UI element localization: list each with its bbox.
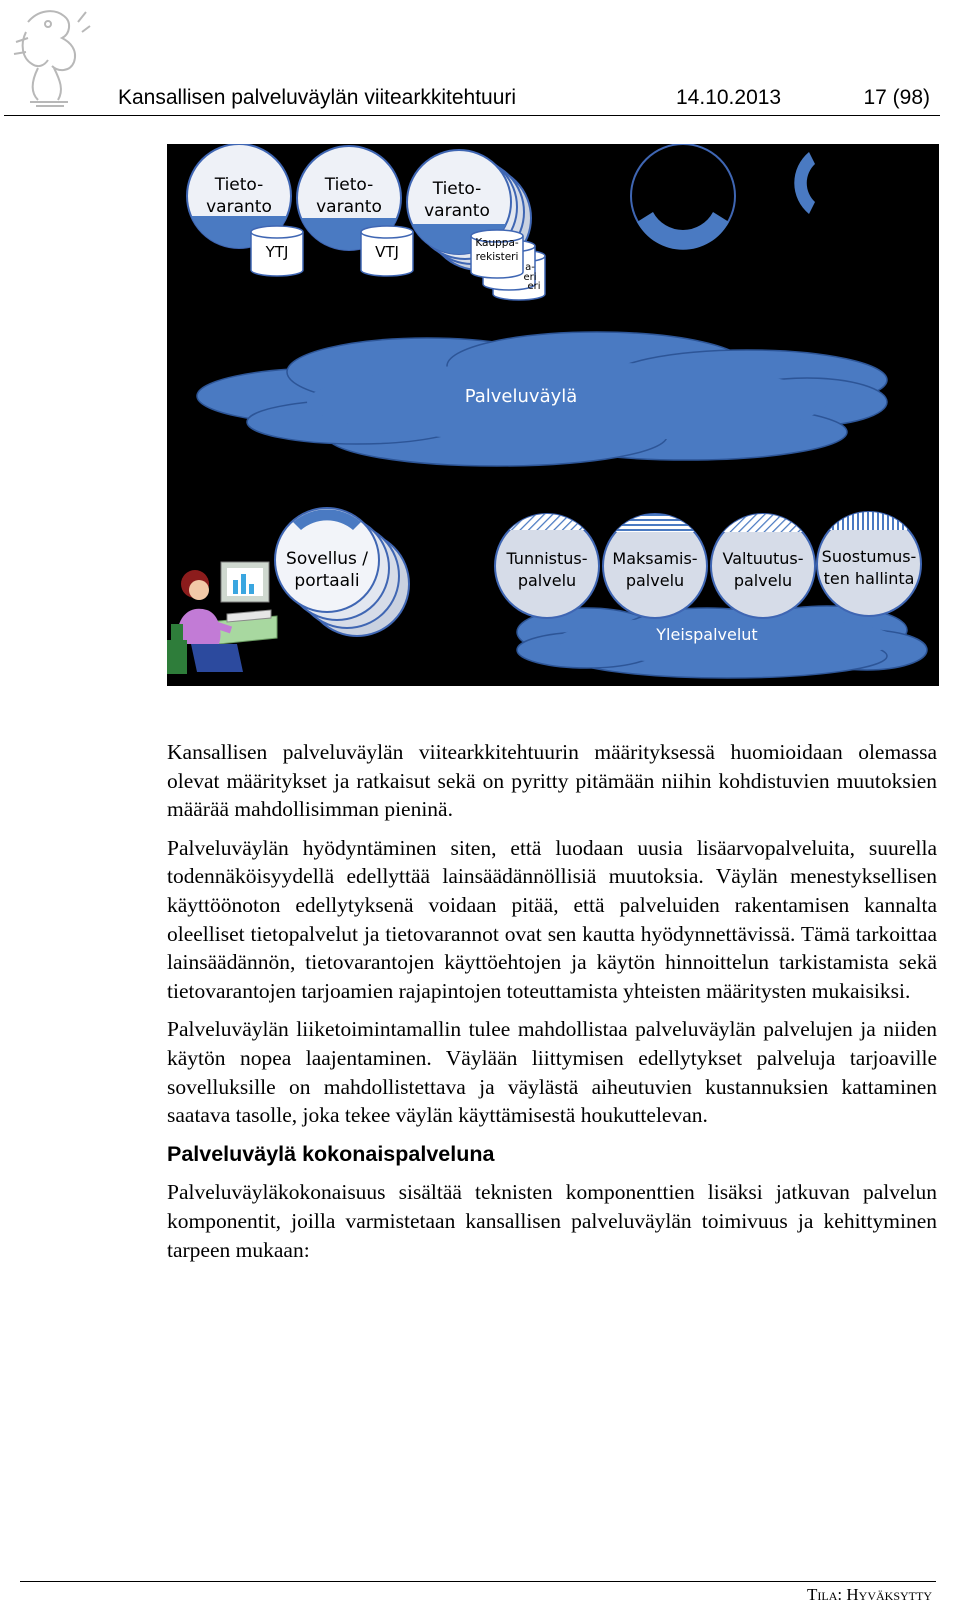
body-text	[167, 738, 937, 1274]
app-label-line1: Sovellus /	[286, 549, 368, 569]
database-ytj-label: YTJ	[265, 243, 289, 261]
consent-label-line1: Suostumus-	[821, 547, 917, 566]
header-divider	[4, 115, 940, 116]
section-heading: Palveluväylä kokonaispalveluna	[167, 1141, 495, 1166]
paragraph-1: Kansallisen palveluväylän viitearkkitehtuurin määrityksessä huomioidaan olemassa olevat määritykset ja ratkaisut sekä on pyritty pitämään niihin kohdistuvien muutoksien määrää mahdollisimman pieninä.	[167, 740, 937, 822]
database-back-label-2: eri	[523, 272, 537, 283]
paragraph-3: Palveluväylän liiketoimintamallin tulee mahdollistaa palveluväylän palvelujen ja niiden käytön nopea laajentaminen. Väylään liittymisen edellytykset palveluja tarjoaville sovelluksille on mahdollistettava ja väylästä aiheutuvien kustannuksien kattaminen saatava tasolle, joka tekee väylän käyttämisestä houkuttelevan.	[167, 1017, 937, 1128]
database-back-label-1: a-	[525, 262, 535, 273]
database-back-label-3: eri	[527, 281, 541, 292]
identification-label-line1: Tunnistus-	[506, 549, 588, 568]
page-number: 17 (98)	[863, 86, 930, 109]
payment-label-line1: Maksamis-	[612, 549, 698, 568]
resource-2-label-line1: Tieto-	[324, 175, 374, 195]
authorization-label-line2: palvelu	[733, 571, 793, 590]
identification-label-line2: palvelu	[517, 571, 577, 590]
resource-3-label-line1: Tieto-	[432, 179, 482, 199]
page-header	[118, 86, 930, 114]
footer-divider	[20, 1581, 936, 1582]
resource-2-label-line2: varanto	[316, 197, 382, 217]
authorization-label-line1: Valtuutus-	[722, 549, 804, 568]
document-title: Kansallisen palveluväylän viitearkkitehtuuri	[118, 86, 517, 109]
lion-coat-of-arms-logo	[8, 2, 92, 110]
database-kaupparekisteri-line1: Kauppa-	[475, 237, 519, 249]
placeholder-resource-circle	[631, 144, 735, 250]
common-services-label: Yleispalvelut	[656, 625, 758, 644]
architecture-diagram	[167, 144, 939, 686]
resource-1-label-line2: varanto	[206, 197, 272, 217]
document-date: 14.10.2013	[676, 86, 782, 109]
app-label-line2: portaali	[294, 571, 360, 591]
resource-3-label-line2: varanto	[424, 201, 490, 221]
paragraph-4: Palveluväyläkokonaisuus sisältää teknisten komponenttien lisäksi jatkuvan palvelun komponentit, joilla varmistetaan kansallisen palveluväylän toimivuus ja kehittyminen tarpeen mukaan:	[167, 1180, 937, 1262]
database-vtj-label: VTJ	[375, 243, 399, 261]
database-kaupparekisteri-line2: rekisteri	[475, 251, 519, 263]
consent-label-line2: ten hallinta	[823, 569, 915, 588]
document-status: Tila: Hyväksytty	[807, 1585, 932, 1604]
payment-label-line2: palvelu	[625, 571, 685, 590]
service-bus-label: Palveluväylä	[464, 386, 578, 407]
resource-1-label-line1: Tieto-	[214, 175, 264, 195]
paragraph-2: Palveluväylän hyödyntäminen siten, että luodaan uusia lisäarvopalveluita, suurella todennäköisyydellä edellyttää lainsäädännöllisiä muutoksia. Väylän menestyksellisen käyttöönoton edellytyksenä voidaan pitää, että palveluiden rakentamisen kannalta oleelliset tietopalvelut ja tietovarannot ovat sen kautta hyödynnettävissä. Tämä tarkoittaa lainsäädännön, tietovarantojen käyttöehtojen ja käytön hinnoittelun tarkistamista sekä tietovarantojen tarjoamien rajapintojen toteuttamista yhteisten määritysten mukaisiksi.	[167, 835, 937, 1003]
